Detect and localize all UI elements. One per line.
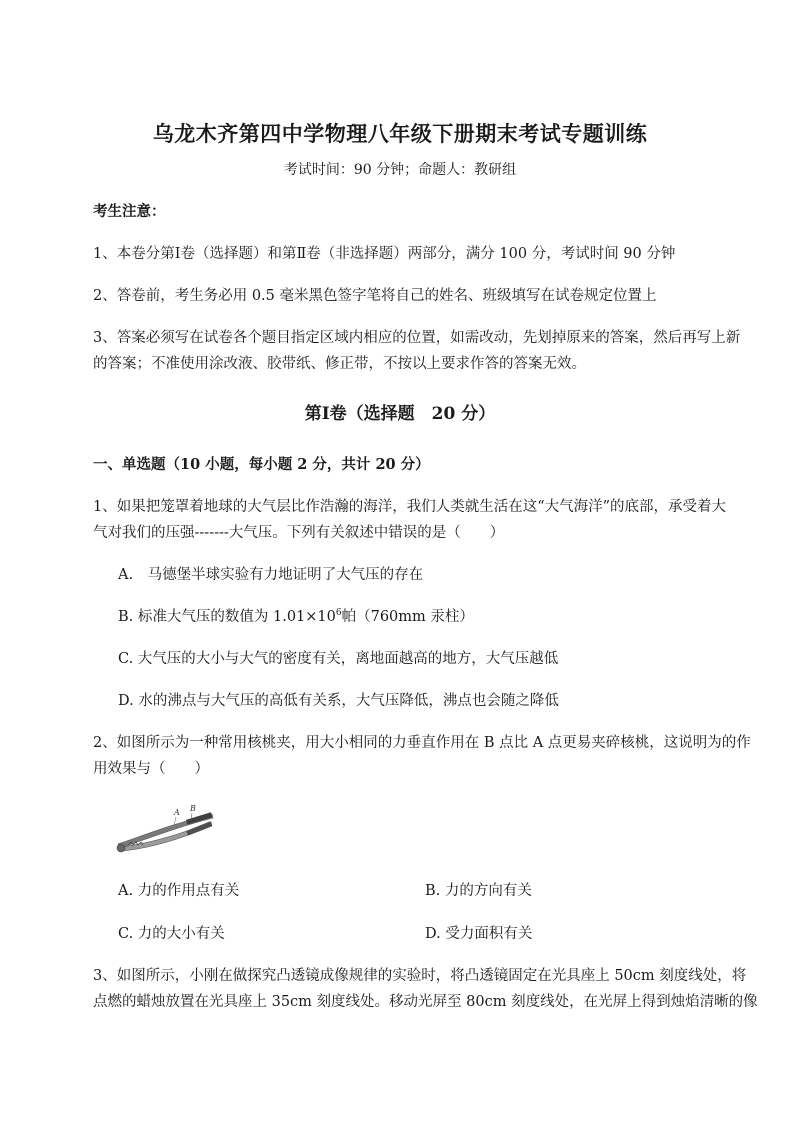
question-2-option-b: B. 力的方向有关 (425, 883, 532, 899)
question-2-option-c: C. 力的大小有关 (118, 926, 225, 942)
question-1-stem: 1、如果把笼罩着地球的大气层比作浩瀚的海洋，我们人类就生活在这“大气海洋”的底部，承受着大 (93, 499, 727, 515)
question-1-option-a: A. 马德堡半球实验有力地证明了大气压的存在 (118, 567, 424, 583)
notice-heading: 考生注意： (93, 203, 166, 220)
option-b-text-tail: 帕（760mm 汞柱） (341, 609, 474, 625)
question-1-option-d: D. 水的沸点与大气压的高低有关系，大气压降低，沸点也会随之降低 (118, 693, 559, 709)
notice-item: 1、本卷分第Ⅰ卷（选择题）和第Ⅱ卷（非选择题）两部分，满分 100 分，考试时间 90 分钟 (93, 246, 676, 262)
section-title: 第Ⅰ卷（选择题 20 分） (304, 404, 496, 424)
question-3-stem: 3、如图所示，小刚在做探究凸透镜成像规律的实验时，将凸透镜固定在光具座上 50cm 刻度线处，将 (93, 968, 747, 984)
figure-label-a: A (174, 808, 180, 817)
part-heading: 一、单选题（10 小题，每小题 2 分，共计 20 分） (93, 456, 430, 473)
question-2-option-a: A. 力的作用点有关 (118, 883, 240, 899)
question-2-option-d: D. 受力面积有关 (425, 926, 533, 942)
option-b-text: B. 标准大气压的数值为 1.01×10 (118, 609, 336, 625)
notice-item: 的答案；不准使用涂改液、胶带纸、修正带，不按以上要求作答的答案无效。 (93, 356, 586, 372)
figure-label-b: B (190, 804, 196, 813)
notice-item: 3、答案必须写在试卷各个题目指定区域内相应的位置，如需改动，先划掉原来的答案，然后再写上新 (93, 330, 741, 346)
page-subtitle: 考试时间：90 分钟；命题人：教研组 (283, 162, 517, 178)
notice-item: 2、答卷前，考生务必用 0.5 毫米黑色签字笔将自己的姓名、班级填写在试卷规定位置上 (93, 288, 657, 304)
question-3-stem-cont: 点燃的蜡烛放置在光具座上 35cm 刻度线处。移动光屏至 80cm 刻度线处，在光屏上得到烛焰清晰的像 (93, 994, 758, 1010)
nutcracker-icon (112, 800, 222, 860)
question-2-stem-cont: 用效果与（ ） (93, 761, 209, 777)
question-1-option-b (118, 605, 778, 629)
option-b-exponent: 6 (335, 608, 342, 619)
question-2-stem: 2、如图所示为一种常用核桃夹，用大小相同的力垂直作用在 B 点比 A 点更易夹碎核桃，这说明为的作 (93, 735, 751, 751)
page-title: 乌龙木齐第四中学物理八年级下册期末考试专题训练 (152, 121, 648, 146)
question-1-stem-cont: 气对我们的压强-------大气压。下列有关叙述中错误的是（ ） (93, 525, 505, 541)
question-1-option-c: C. 大气压的大小与大气的密度有关，离地面越高的地方，大气压越低 (118, 651, 559, 667)
nutcracker-figure (112, 800, 222, 860)
